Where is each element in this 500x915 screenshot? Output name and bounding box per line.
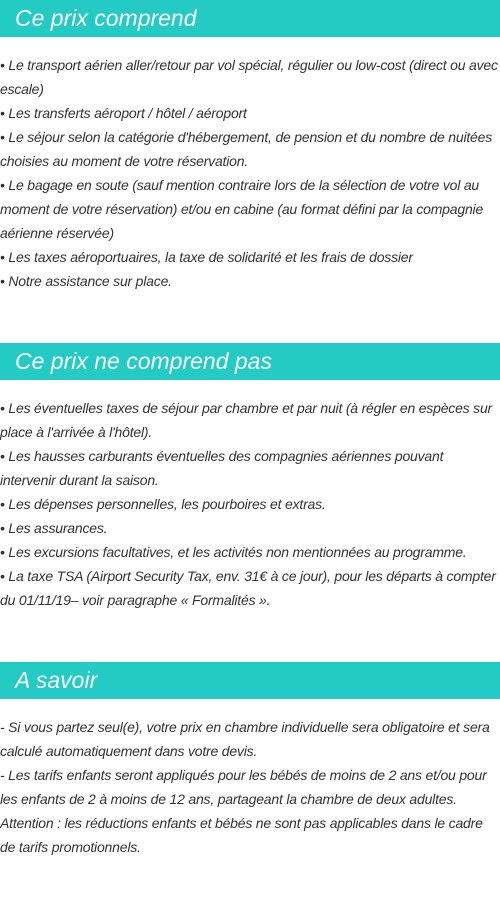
list-item: • Les dépenses personnelles, les pourboires et extras. <box>0 496 326 512</box>
section-header-to-know <box>0 662 500 699</box>
list-item: • Les transferts aéroport / hôtel / aéroport <box>0 105 247 121</box>
list-item: • La taxe TSA (Airport Security Tax, env. 31€ à ce jour), pour les départs à compter du 01/11/19– voir paragraphe « Formalités ». <box>0 568 496 608</box>
list-item: • Les excursions facultatives, et les activités non mentionnées au programme. <box>0 544 467 560</box>
section-title-to-know: A savoir <box>15 667 98 693</box>
list-item: • Les assurances. <box>0 520 108 536</box>
list-item: • Le séjour selon la catégorie d'hébergement, de pension et du nombre de nuitées choisies au moment de votre réservation. <box>0 129 493 169</box>
included-list <box>0 53 500 293</box>
not-included-list <box>0 396 500 612</box>
list-item: - Si vous partez seul(e), votre prix en chambre individuelle sera obligatoire et sera calculé automatiquement dans votre devis. <box>0 719 490 759</box>
list-item: • Notre assistance sur place. <box>0 273 172 289</box>
section-header-not-included <box>0 343 500 380</box>
section-title-included: Ce prix comprend <box>15 5 197 31</box>
list-item: • Les hausses carburants éventuelles des compagnies aériennes pouvant intervenir durant la saison. <box>0 448 444 488</box>
list-item: • Les éventuelles taxes de séjour par chambre et par nuit (à régler en espèces sur place à l'arrivée à l'hôtel). <box>0 400 493 440</box>
list-item: Attention : les réductions enfants et bébés ne sont pas applicables dans le cadre de tarifs promotionnels. <box>0 815 483 855</box>
section-title-not-included: Ce prix ne comprend pas <box>15 348 272 374</box>
list-item: • Les taxes aéroportuaires, la taxe de solidarité et les frais de dossier <box>0 249 413 265</box>
list-item: - Les tarifs enfants seront appliqués pour les bébés de moins de 2 ans et/ou pour les enfants de 2 à moins de 12 ans, partageant la chambre de deux adultes. <box>0 767 487 807</box>
section-header-included <box>0 0 500 37</box>
list-item: • Le bagage en soute (sauf mention contraire lors de la sélection de votre vol au moment de votre réservation) et/ou en cabine (au format défini par la compagnie aérienne réservée) <box>0 177 484 241</box>
list-item: • Le transport aérien aller/retour par vol spécial, régulier ou low-cost (direct ou avec escale) <box>0 57 498 97</box>
to-know-list <box>0 715 500 859</box>
